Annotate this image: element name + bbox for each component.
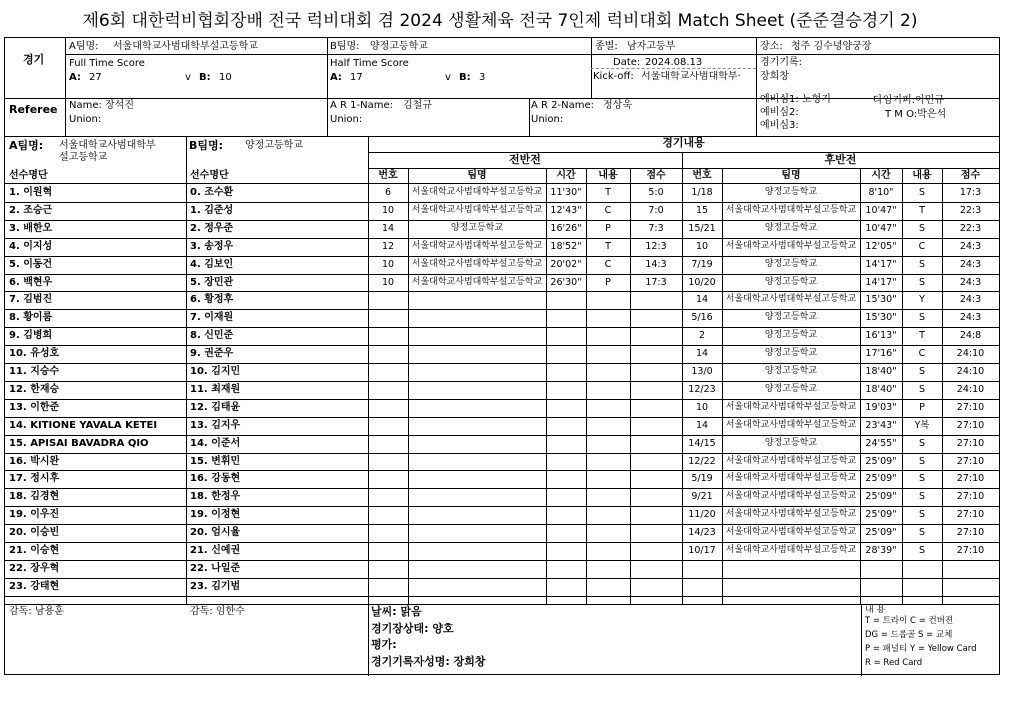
second-half-cell: 24:10 (956, 348, 985, 360)
reserve-referee-3: 예비심3: (760, 120, 799, 131)
second-half-cell: 22:3 (959, 222, 982, 234)
second-half-cell: 15'30" (865, 312, 897, 324)
second-half-cell: 서울대학교사범대학부설고등학교 (725, 240, 857, 251)
player-a: 20. 이승빈 (9, 527, 60, 539)
player-b: 11. 최재원 (190, 383, 241, 395)
kickoff-value: 서울대학교사범대학부· (641, 71, 741, 82)
second-half-cell: T (919, 204, 925, 216)
player-a: 9. 김병희 (9, 330, 53, 342)
team-b-header-name: 양정고등학교 (245, 140, 303, 151)
second-half-cell: 25'09" (865, 527, 897, 539)
player-a: 12. 한재승 (9, 383, 60, 395)
second-half-cell: 서울대학교사범대학부설고등학교 (725, 401, 857, 412)
category-value: 남자고등부 (627, 41, 676, 52)
ar2-label: A R 2-Name: (531, 100, 594, 111)
ht-a-score: 17 (350, 72, 363, 83)
full-time-label: Full Time Score (69, 58, 145, 69)
second-half-cell: 14 (695, 294, 709, 306)
second-half-cell: 18'40" (865, 366, 897, 377)
legend-item: T = 트라이 C = 컨버젼 (865, 616, 954, 626)
first-half-col-3: 시간 (556, 170, 576, 181)
timekeeper: 타임키퍼:이민규 (873, 95, 944, 106)
second-half-cell: 18'40" (865, 383, 897, 395)
second-half-cell: 27:10 (956, 401, 985, 413)
second-half-cell: 10/20 (688, 276, 716, 288)
second-half-cell: 양정고등학교 (764, 312, 818, 323)
second-half-cell: S (918, 491, 926, 503)
second-half-col-3: 시간 (871, 170, 891, 181)
second-half-cell: S (918, 455, 926, 467)
game-header: 경기내용 (662, 136, 705, 149)
first-half-cell: 10 (381, 204, 395, 216)
first-half-cell: P (605, 222, 611, 234)
second-half-cell: S (918, 545, 926, 556)
player-a: 11. 지승수 (9, 366, 60, 377)
first-half-cell: 서울대학교사범대학부설고등학교 (411, 276, 543, 287)
referee-label: Referee (9, 103, 58, 116)
match-label: 경기 (23, 53, 45, 66)
first-half-col-5: 점수 (646, 170, 666, 181)
player-a: 22. 장우혁 (9, 562, 60, 574)
team-a-header-name1: 서울대학교사범대학부 (59, 140, 156, 151)
second-half-col-2: 팀명 (781, 170, 801, 181)
player-b: 21. 신예권 (190, 545, 241, 556)
player-b: 7. 이재원 (190, 312, 234, 324)
coach-a: 감독: 남용훈 (9, 606, 64, 617)
player-a: 16. 박시완 (9, 455, 60, 467)
second-half-cell: 24:3 (959, 312, 982, 324)
second-half-cell: 서울대학교사범대학부설고등학교 (725, 419, 857, 430)
player-b: 0. 조수환 (190, 187, 234, 198)
player-b: 5. 장민관 (190, 276, 234, 288)
ht-v: v (445, 72, 451, 83)
second-half-cell: S (918, 366, 926, 377)
second-half-cell: 24:8 (959, 330, 982, 342)
second-half-cell: 2 (698, 330, 706, 342)
player-a: 23. 강태현 (9, 580, 60, 592)
second-half-cell: 24:3 (959, 258, 982, 270)
date-value: 2024.08.13 (645, 57, 703, 68)
team-a-header-label: A팀명: (9, 139, 44, 152)
player-a: 6. 백현우 (9, 276, 53, 288)
second-half-cell: S (918, 312, 926, 324)
second-half-cell: 24'55" (865, 437, 897, 449)
second-half-cell: 12/22 (688, 455, 716, 467)
first-half-cell: 16'26" (550, 222, 582, 234)
second-half-cell: S (918, 222, 926, 234)
player-b: 8. 신민준 (190, 330, 234, 342)
second-half-cell: 5/19 (691, 473, 713, 485)
team-a-name: 서울대학교사범대학부설고등학교 (113, 41, 258, 52)
second-half-cell: 서울대학교사범대학부설고등학교 (725, 545, 857, 555)
second-half-cell: 24:3 (959, 276, 982, 288)
player-a: 15. APISAI BAVADRA QIO (9, 437, 149, 449)
second-half-cell: 14/23 (688, 527, 716, 539)
player-b: 20. 엄시율 (190, 527, 241, 539)
second-half-cell: 1/18 (691, 187, 713, 198)
second-half-cell: 27:10 (956, 455, 985, 467)
player-a: 19. 이우진 (9, 509, 60, 521)
player-b: 22. 나일준 (190, 562, 241, 574)
ft-a-score: 27 (89, 72, 102, 83)
ft-b-score: 10 (219, 72, 232, 83)
player-a: 21. 이승현 (9, 545, 60, 556)
ft-a-label: A: (69, 72, 81, 83)
second-half-cell: 10/17 (688, 545, 716, 556)
second-half-cell: 23'43" (865, 419, 897, 431)
second-half-cell: 양정고등학교 (764, 330, 818, 341)
second-half-cell: Y복 (914, 419, 930, 431)
ft-v: v (185, 72, 191, 83)
second-half-cell: 17:3 (959, 187, 982, 198)
second-half-cell: 27:10 (956, 545, 985, 556)
second-half-cell: 서울대학교사범대학부설고등학교 (725, 294, 857, 305)
second-half-cell: S (918, 187, 926, 198)
player-b: 4. 김보인 (190, 258, 234, 270)
player-a: 1. 이원혁 (9, 187, 53, 198)
first-half-cell: 10 (381, 276, 395, 288)
ht-b-score: 3 (479, 72, 486, 83)
second-half-cell: C (918, 240, 926, 252)
second-half-cell: 10'47" (865, 204, 897, 216)
second-half-cell: 13/0 (691, 366, 713, 377)
player-b: 13. 김지우 (190, 419, 241, 431)
second-half-cell: 양정고등학교 (764, 437, 818, 448)
player-b: 6. 황정후 (190, 294, 234, 306)
second-half-cell: 양정고등학교 (764, 276, 818, 287)
second-half-cell: S (918, 258, 926, 270)
player-b: 12. 김태윤 (190, 401, 241, 413)
player-b: 10. 김지민 (190, 366, 241, 377)
player-a: 5. 이동건 (9, 258, 53, 270)
second-half-label: 후반전 (824, 153, 857, 166)
player-b: 19. 이정현 (190, 509, 241, 521)
category-label: 종별: (595, 41, 618, 52)
first-half-cell: C (604, 258, 612, 270)
first-half-cell: 7:3 (648, 222, 664, 234)
first-half-cell: 20'02" (550, 258, 582, 270)
venue-value: 청주 김수녕양궁장 (791, 41, 872, 52)
coach-b: 감독: 임한수 (190, 606, 245, 617)
weather: 날씨: 맑음 (371, 605, 422, 618)
second-half-cell: 14 (695, 348, 709, 360)
second-half-cell: 10 (695, 401, 709, 413)
first-half-cell: 26'30" (550, 276, 582, 288)
player-b: 3. 송정우 (190, 240, 234, 252)
player-a: 10. 유성호 (9, 348, 60, 360)
first-half-cell: 12:3 (645, 240, 667, 252)
kickoff-label: Kick-off: (593, 71, 634, 82)
first-half-cell: 17:3 (645, 276, 667, 288)
first-half-cell: 서울대학교사범대학부설고등학교 (411, 258, 543, 269)
player-b: 18. 한정우 (190, 491, 241, 503)
row-divider (5, 596, 999, 597)
first-half-cell: 14:3 (645, 258, 667, 270)
row-divider (368, 152, 999, 153)
player-a: 18. 김경현 (9, 491, 60, 503)
player-a: 4. 이지성 (9, 240, 53, 252)
tmo: T M O:박은석 (885, 109, 947, 120)
second-half-col-1: 번호 (692, 170, 712, 181)
second-half-cell: 25'09" (865, 473, 897, 485)
ft-b-label: B: (199, 72, 211, 83)
second-half-cell: 15'30" (865, 294, 897, 306)
second-half-cell: 14'17" (865, 276, 897, 288)
second-half-cell: 17'16" (865, 348, 897, 360)
second-half-cell: S (918, 527, 926, 539)
ar1-label: A R 1-Name: (330, 100, 393, 111)
legend-item: DG = 드롭골 S = 교체 (865, 630, 953, 640)
second-half-cell: 27:10 (956, 419, 985, 431)
first-half-cell: 양정고등학교 (450, 222, 504, 233)
player-a: 17. 정시후 (9, 473, 60, 485)
venue-label: 장소: (760, 41, 783, 52)
recorder: 경기기록자성명: 장희창 (371, 655, 486, 668)
second-half-cell: S (918, 276, 926, 288)
second-half-cell: 27:10 (956, 437, 985, 449)
second-half-cell: 10'47" (865, 222, 897, 234)
first-half-cell: 서울대학교사범대학부설고등학교 (411, 240, 543, 251)
second-half-cell: 서울대학교사범대학부설고등학교 (725, 491, 857, 502)
second-half-cell: S (918, 383, 926, 395)
player-a: 2. 조승근 (9, 204, 53, 216)
player-b: 1. 김준성 (190, 204, 234, 216)
second-half-cell: S (918, 473, 926, 485)
first-half-cell: 18'52" (550, 240, 582, 252)
referee-name-label: Name: (69, 100, 102, 111)
second-half-cell: S (918, 437, 926, 449)
second-half-cell: 양정고등학교 (764, 258, 818, 269)
player-a: 13. 이한준 (9, 401, 60, 413)
first-half-cell: P (605, 276, 611, 288)
player-a: 8. 황이룸 (9, 312, 53, 324)
second-half-cell: 양정고등학교 (764, 348, 818, 359)
second-half-cell: 16'13" (865, 330, 897, 342)
player-a: 3. 배한오 (9, 222, 53, 234)
evaluation: 평가: (371, 638, 397, 651)
legend-title: 내 용 (865, 605, 886, 615)
second-half-cell: 서울대학교사범대학부설고등학교 (725, 473, 857, 484)
record-value: 장희창 (760, 71, 789, 82)
ht-b-label: B: (459, 72, 471, 83)
second-half-cell: 24:10 (956, 383, 985, 395)
page-title: 제6회 대한럭비협회장배 전국 럭비대회 겸 2024 생활체육 전국 7인제 럭비대회 Match Sheet (준준결승경기 2) (82, 11, 918, 31)
second-half-cell: 24:3 (959, 240, 982, 252)
first-half-col-1: 번호 (378, 170, 398, 181)
second-half-col-4: 내용 (912, 170, 932, 181)
reserve-referee-1: 예비심1: 노형기 (760, 94, 831, 105)
record-label: 경기기록: (760, 57, 803, 68)
second-half-cell: 서울대학교사범대학부설고등학교 (725, 204, 857, 215)
second-half-cell: 8'10" (868, 187, 894, 198)
second-half-cell: 서울대학교사범대학부설고등학교 (725, 455, 857, 466)
second-half-cell: 28'39" (865, 545, 897, 556)
first-half-cell: 12 (381, 240, 395, 252)
player-a: 14. KITIONE YAVALA KETEI (9, 419, 158, 431)
first-half-cell: 11'30" (550, 187, 582, 198)
date-label: Date: (613, 57, 641, 68)
second-half-cell: 27:10 (956, 473, 985, 485)
first-half-cell: 14 (381, 222, 395, 234)
second-half-cell: 5/16 (691, 312, 713, 324)
second-half-cell: 27:10 (956, 509, 985, 521)
player-b: 14. 이준서 (190, 437, 241, 449)
second-half-cell: 25'09" (865, 491, 897, 503)
second-half-cell: 14'17" (865, 258, 897, 270)
second-half-cell: 12'05" (865, 240, 897, 252)
second-half-cell: 19'03" (865, 401, 897, 413)
ar2-union-label: Union: (531, 114, 564, 125)
second-half-cell: 12/23 (688, 383, 716, 395)
player-b: 2. 정우준 (190, 222, 234, 234)
row-divider (368, 168, 999, 169)
second-half-cell: 서울대학교사범대학부설고등학교 (725, 509, 857, 520)
player-b: 9. 권준우 (190, 348, 234, 360)
legend-item: R = Red Card (865, 658, 923, 668)
first-half-cell: 7:0 (648, 204, 664, 216)
team-b-label: B팀명: (330, 41, 360, 52)
player-b: 23. 김기범 (190, 580, 241, 592)
second-half-cell: 22:3 (959, 204, 982, 216)
referee-union-label: Union: (69, 114, 102, 125)
ground-condition: 경기장상태: 양호 (371, 622, 454, 635)
first-half-cell: 서울대학교사범대학부설고등학교 (411, 204, 543, 215)
second-half-cell: 11/20 (688, 509, 716, 521)
player-b: 16. 강동현 (190, 473, 241, 485)
second-half-cell: 10 (695, 240, 709, 252)
team-b-header-label: B팀명: (189, 139, 224, 152)
second-half-cell: 27:10 (956, 527, 985, 539)
second-half-cell: S (918, 509, 926, 521)
first-half-cell: 6 (384, 187, 392, 198)
second-half-cell: 14/15 (688, 437, 716, 449)
second-half-cell: 양정고등학교 (764, 187, 818, 197)
second-half-cell: 25'09" (865, 509, 897, 521)
ar1-name: 김철규 (403, 100, 432, 111)
second-half-cell: 서울대학교사범대학부설고등학교 (725, 527, 857, 538)
second-half-cell: 24:10 (956, 366, 985, 377)
team-a-label: A팀명: (69, 41, 99, 52)
team-a-header-name2: 설고등학교 (59, 152, 108, 163)
second-half-cell: 7/19 (691, 258, 713, 270)
roster-header-a: 선수명단 (9, 170, 48, 181)
legend-item: P = 패널티 Y = Yellow Card (865, 644, 977, 654)
second-half-cell: C (918, 348, 926, 360)
second-half-cell: P (919, 401, 925, 413)
first-half-cell: C (604, 204, 612, 216)
match-sheet (4, 37, 1000, 675)
first-half-cell: T (605, 240, 611, 252)
second-half-cell: 양정고등학교 (764, 366, 818, 376)
player-b: 15. 변휘민 (190, 455, 241, 467)
first-half-cell: 5:0 (648, 187, 664, 198)
second-half-cell: 24:3 (959, 294, 982, 306)
second-half-cell: 양정고등학교 (764, 383, 818, 394)
first-half-cell: 10 (381, 258, 395, 270)
second-half-cell: T (919, 330, 925, 342)
second-half-cell: Y (919, 294, 925, 306)
player-a: 7. 김범진 (9, 294, 53, 306)
second-half-cell: 27:10 (956, 491, 985, 503)
first-half-col-2: 팀명 (467, 170, 487, 181)
second-half-cell: 14 (695, 419, 709, 431)
ar2-name: 정상욱 (603, 100, 632, 111)
second-half-cell: 9/21 (691, 491, 713, 503)
first-half-cell: 서울대학교사범대학부설고등학교 (411, 187, 543, 197)
referee-name: 장석진 (105, 100, 134, 111)
second-half-cell: 양정고등학교 (764, 222, 818, 233)
reserve-referee-2: 예비심2: (760, 107, 799, 118)
first-half-col-4: 내용 (598, 170, 618, 181)
second-half-cell: 15/21 (688, 222, 716, 234)
first-half-cell: T (605, 187, 611, 198)
half-time-label: Half Time Score (330, 58, 409, 69)
first-half-label: 전반전 (509, 153, 541, 166)
ar1-union-label: Union: (330, 114, 363, 125)
second-half-col-5: 점수 (960, 170, 981, 181)
second-half-cell: 15 (695, 204, 709, 216)
second-half-cell: 25'09" (865, 455, 897, 467)
first-half-cell: 12'43" (550, 204, 582, 216)
ht-a-label: A: (330, 72, 342, 83)
roster-header-b: 선수명단 (190, 170, 229, 181)
team-b-name: 양정고등학교 (370, 41, 428, 52)
